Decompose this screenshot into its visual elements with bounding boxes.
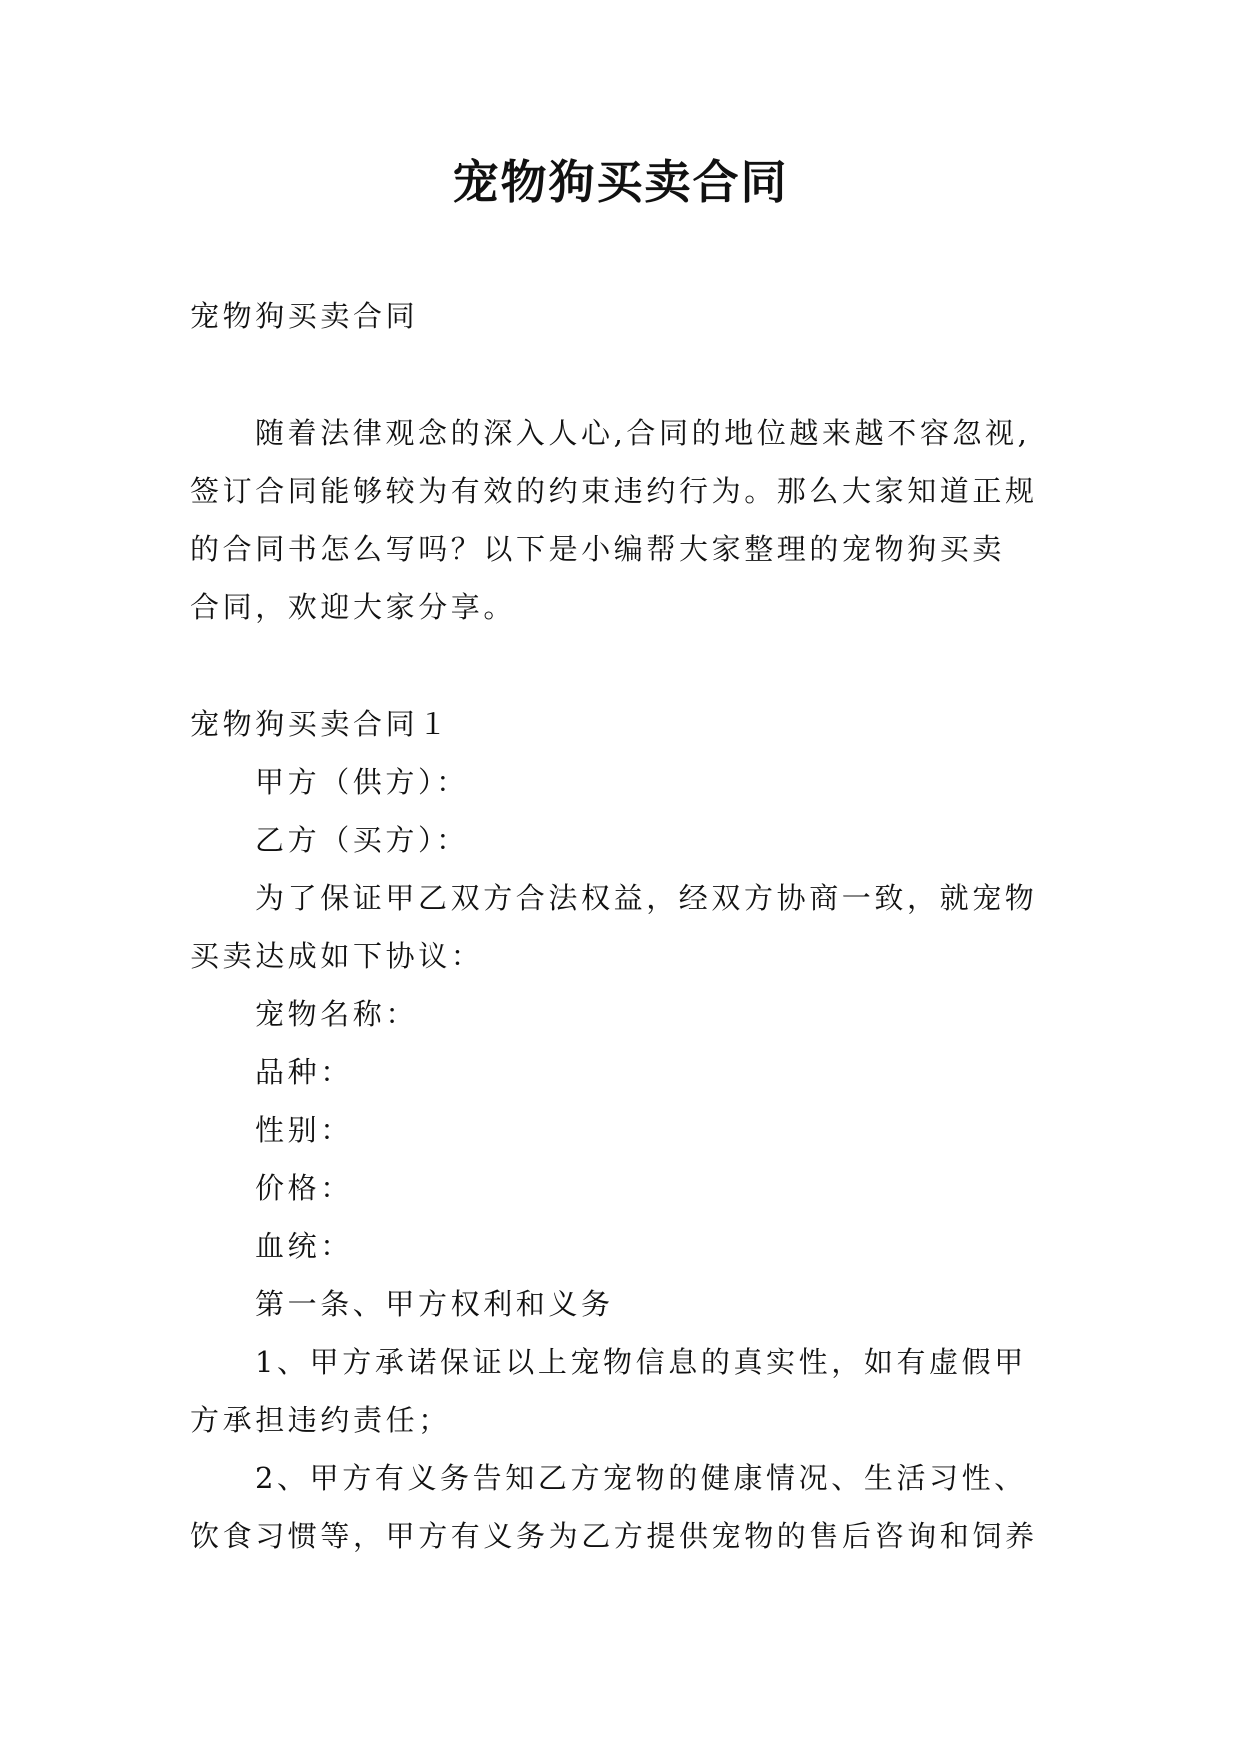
field-pedigree: 血统： (255, 1229, 353, 1263)
intro-line-1: 随着法律观念的深入人心,合同的地位越来越不容忽视, (255, 416, 1031, 450)
field-price: 价格： (255, 1171, 353, 1205)
party-b-label: 乙方（买方）： (255, 823, 469, 857)
purpose-line-1: 为了保证甲乙双方合法权益，经双方协商一致，就宠物 (255, 881, 1038, 915)
intro-line-2: 签订合同能够较为有效的约束违约行为。那么大家知道正规 (190, 474, 1038, 508)
intro-line-3: 的合同书怎么写吗？以下是小编帮大家整理的宠物狗买卖 (190, 532, 1006, 566)
contract-heading: 宠物狗买卖合同１ (190, 707, 451, 741)
clause-1-line-1: 1、甲方承诺保证以上宠物信息的真实性，如有虚假甲 (255, 1345, 1027, 1379)
party-a-label: 甲方（供方）： (255, 765, 469, 799)
clause-1-line-2: 方承担违约责任； (190, 1403, 451, 1437)
field-breed: 品种： (255, 1055, 353, 1089)
article-1-heading: 第一条、甲方权利和义务 (255, 1287, 614, 1321)
field-sex: 性别： (255, 1113, 353, 1147)
document-title: 宠物狗买卖合同 (452, 155, 789, 209)
field-pet-name: 宠物名称： (255, 997, 419, 1031)
clause-2-line-2: 饮食习惯等，甲方有义务为乙方提供宠物的售后咨询和饲养 (190, 1519, 1038, 1553)
intro-line-4: 合同，欢迎大家分享。 (190, 590, 517, 624)
purpose-line-2: 买卖达成如下协议： (190, 939, 484, 973)
clause-2-line-1: 2、甲方有义务告知乙方宠物的健康情况、生活习性、 (255, 1461, 1027, 1495)
document-subtitle: 宠物狗买卖合同 (190, 299, 419, 333)
